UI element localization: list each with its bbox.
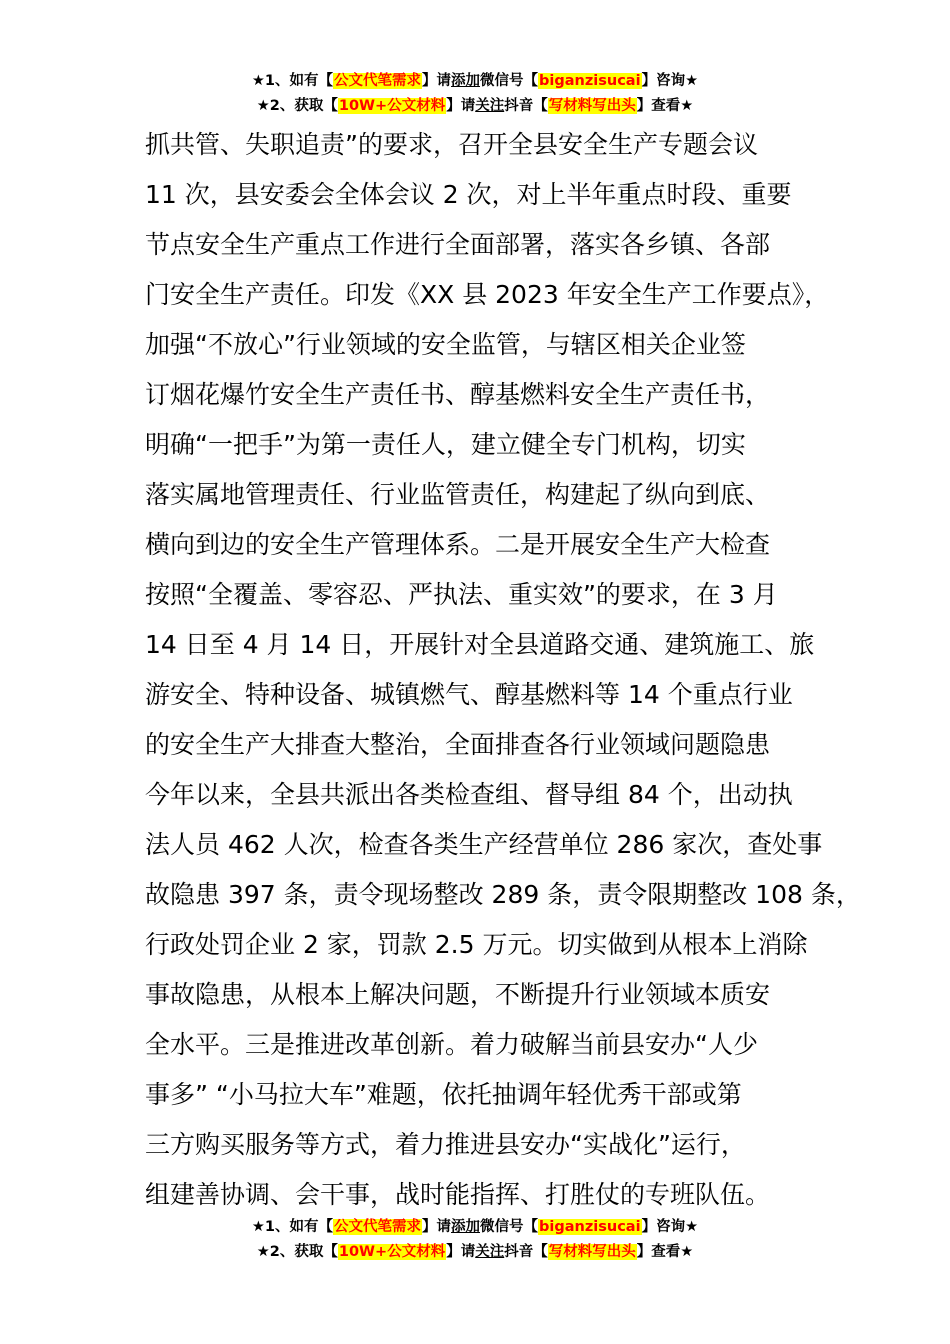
promo-text: 】请: [446, 1244, 476, 1260]
promo-highlight: 写材料写出头: [548, 1244, 636, 1260]
body-line: 加强“不放心”行业领域的安全监管，与辖区相关企业签: [145, 330, 746, 359]
promo-text: 抖音【: [504, 98, 548, 114]
promo-underlined-text: 关注: [475, 98, 505, 114]
promo-text: 抖音【: [504, 1244, 548, 1260]
promo-underlined-text: 添加: [451, 73, 481, 89]
body-line: 门安全生产责任。印发《XX 县 2023 年安全生产工作要点》，: [145, 280, 830, 309]
body-line: 今年以来，全县共派出各类检查组、督导组 84 个，出动执: [145, 780, 793, 809]
promo-text: 微信号【: [480, 1219, 539, 1235]
promo-text: ★2、获取【: [256, 98, 338, 114]
promo-text: 微信号【: [480, 73, 539, 89]
header-promo-banner: [0, 69, 950, 119]
footer-promo-banner: [0, 1215, 950, 1265]
body-line: 落实属地管理责任、行业监管责任，构建起了纵向到底、: [145, 480, 771, 509]
promo-text: ★1、如有【: [251, 73, 334, 89]
promo-text: ★2、获取【: [256, 1244, 338, 1260]
promo-underlined-text: 关注: [475, 1244, 505, 1260]
promo-text: 】请: [422, 73, 452, 89]
promo-line-2: [0, 94, 950, 119]
body-line: 故隐患 397 条，责令现场整改 289 条，责令限期整改 108 条，: [145, 880, 861, 909]
document-body: [145, 120, 861, 1220]
promo-highlight: 10W+公文材料: [338, 1244, 446, 1260]
promo-highlight: 公文代笔需求: [334, 73, 422, 89]
promo-text: 】咨询★: [641, 73, 699, 89]
body-line: 全水平。三是推进改革创新。着力破解当前县安办“人少: [145, 1030, 758, 1059]
promo-highlight: biganzisucai: [539, 1219, 641, 1235]
body-line: 按照“全覆盖、零容忍、严执法、重实效”的要求，在 3 月: [145, 580, 778, 609]
body-line: 抓共管、失职追责”的要求，召开全县安全生产专题会议: [145, 130, 758, 159]
promo-highlight: 10W+公文材料: [338, 98, 446, 114]
promo-highlight: 写材料写出头: [548, 98, 636, 114]
body-line: 的安全生产大排查大整治，全面排查各行业领域问题隐患: [145, 730, 771, 759]
body-line: 事多” “小马拉大车”难题，依托抽调年轻优秀干部或第: [145, 1080, 742, 1109]
promo-text: 】请: [422, 1219, 452, 1235]
body-line: 14 日至 4 月 14 日，开展针对全县道路交通、建筑施工、旅: [145, 630, 815, 659]
body-line: 节点安全生产重点工作进行全面部署，落实各乡镇、各部: [145, 230, 771, 259]
promo-text: 】请: [446, 98, 476, 114]
body-line: 游安全、特种设备、城镇燃气、醇基燃料等 14 个重点行业: [145, 680, 793, 709]
promo-text: 】咨询★: [641, 1219, 699, 1235]
promo-highlight: biganzisucai: [539, 73, 641, 89]
body-line: 行政处罚企业 2 家，罚款 2.5 万元。切实做到从根本上消除: [145, 930, 808, 959]
promo-highlight: 公文代笔需求: [334, 1219, 422, 1235]
body-line: 11 次，县安委会全体会议 2 次，对上半年重点时段、重要: [145, 180, 792, 209]
body-line: 法人员 462 人次，检查各类生产经营单位 286 家次，查处事: [145, 830, 823, 859]
promo-line-2: [0, 1240, 950, 1265]
promo-text: ★1、如有【: [251, 1219, 334, 1235]
body-line: 组建善协调、会干事，战时能指挥、打胜仗的专班队伍。: [145, 1180, 771, 1209]
body-line: 横向到边的安全生产管理体系。二是开展安全生产大检查: [145, 530, 771, 559]
body-line: 三方购买服务等方式，着力推进县安办“实战化”运行，: [145, 1130, 746, 1159]
promo-text: 】查看★: [636, 98, 694, 114]
promo-underlined-text: 添加: [451, 1219, 481, 1235]
body-line: 明确“一把手”为第一责任人，建立健全专门机构，切实: [145, 430, 746, 459]
body-line: 事故隐患，从根本上解决问题，不断提升行业领域本质安: [145, 980, 771, 1009]
body-line: 订烟花爆竹安全生产责任书、醇基燃料安全生产责任书，: [145, 380, 771, 409]
promo-line-1: [0, 1215, 950, 1240]
promo-line-1: [0, 69, 950, 94]
promo-text: 】查看★: [636, 1244, 694, 1260]
